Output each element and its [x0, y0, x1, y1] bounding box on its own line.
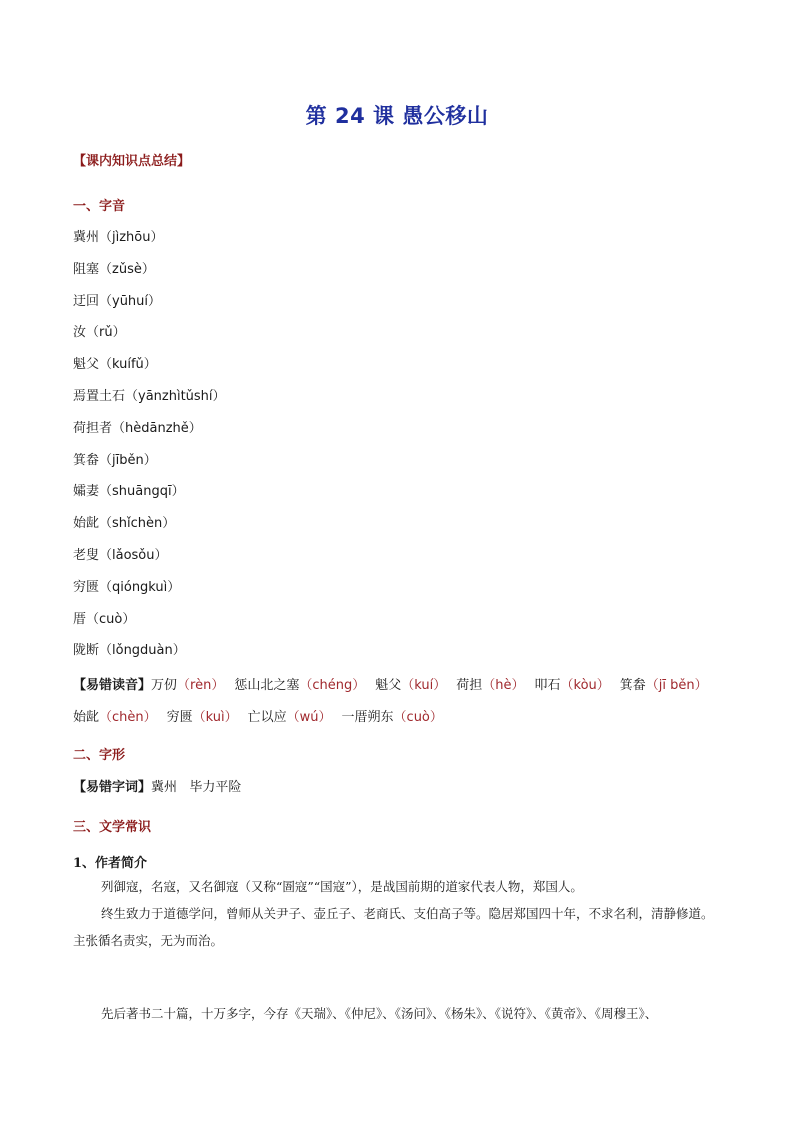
section-heading-glyph: 二、字形	[73, 748, 126, 763]
list-item: 阻塞（zǔsè）	[73, 261, 155, 277]
list-item: 孀妻（shuāngqī）	[73, 484, 185, 500]
error-words-label: 【易错字词】	[73, 780, 152, 795]
error-pinyin: （rèn）	[177, 678, 225, 693]
list-item: 始龀（shǐchèn）	[73, 516, 176, 532]
error-pinyin: （chèn）	[99, 710, 157, 725]
author-paragraph-1: 列御寇，名寇，又名御寇（又称“圄寇”“国寇”），是战国前期的道家代表人物，郑国人。	[101, 879, 583, 894]
error-word: 惩山北之塞	[234, 678, 300, 693]
error-word: 万仞	[151, 678, 178, 693]
page-title: 第 24 课 愚公移山	[305, 104, 489, 128]
error-word: 叩石	[534, 678, 561, 693]
summary-heading: 【课内知识点总结】	[73, 154, 191, 169]
error-pinyin: （kuí）	[401, 678, 447, 693]
error-words: 冀州 毕力平险	[151, 780, 242, 795]
error-pinyin: （cuò）	[393, 710, 443, 725]
list-item: 焉置土石（yānzhìtǔshí）	[73, 388, 226, 404]
error-pinyin: （hè）	[482, 678, 525, 693]
error-word: 箕畚	[619, 678, 646, 693]
error-word: 荷担	[456, 678, 483, 693]
list-item: 陇断（lǒngduàn）	[73, 643, 186, 659]
author-paragraph-3: 先后著书二十篇，十万多字，今存《天瑞》、《仲尼》、《汤问》、《杨朱》、《说符》、《黄帝》、《周穆王》、	[101, 1006, 658, 1021]
error-word: 魁父	[375, 678, 402, 693]
list-item: 老叟（lǎosǒu）	[73, 547, 168, 563]
error-pinyin: （kòu）	[560, 678, 610, 693]
error-pronunciation-label: 【易错读音】	[73, 678, 152, 693]
error-pinyin: （wú）	[286, 710, 332, 725]
list-item: 荷担者（hèdānzhě）	[73, 420, 202, 436]
error-pinyin: （kuì）	[192, 710, 238, 725]
list-item: 汝（rǔ）	[73, 325, 126, 341]
error-pronunciation-line-1	[73, 674, 708, 693]
error-pinyin: （chéng）	[299, 678, 366, 693]
list-item: 厝（cuò）	[73, 611, 136, 627]
error-pinyin: （jī běn）	[645, 678, 708, 693]
list-item: 箕畚（jīběn）	[73, 452, 157, 468]
section-heading-literature: 三、文学常识	[73, 820, 152, 835]
list-item: 迂回（yūhuí）	[73, 293, 162, 309]
list-item: 穷匮（qióngkuì）	[73, 579, 181, 595]
error-pronunciation-line-2	[73, 706, 443, 725]
section-heading-pronunciation: 一、字音	[73, 199, 126, 214]
error-words-line	[73, 776, 241, 795]
author-intro-heading: 1、作者简介	[73, 856, 148, 871]
error-word: 亡以应	[247, 710, 287, 725]
error-word: 一厝朔东	[341, 710, 394, 725]
error-word: 始龀	[73, 710, 100, 725]
author-paragraph-2: 终生致力于道德学问，曾师从关尹子、壶丘子、老商氏、支伯高子等。隐居郑国四十年，不求名利，清静修道。主张循名责实，无为而治。	[73, 906, 714, 948]
error-word: 穷匮	[166, 710, 193, 725]
list-item: 冀州（jìzhōu）	[73, 230, 164, 245]
list-item: 魁父（kuífǔ）	[73, 357, 157, 373]
pronunciation-list	[73, 228, 226, 673]
